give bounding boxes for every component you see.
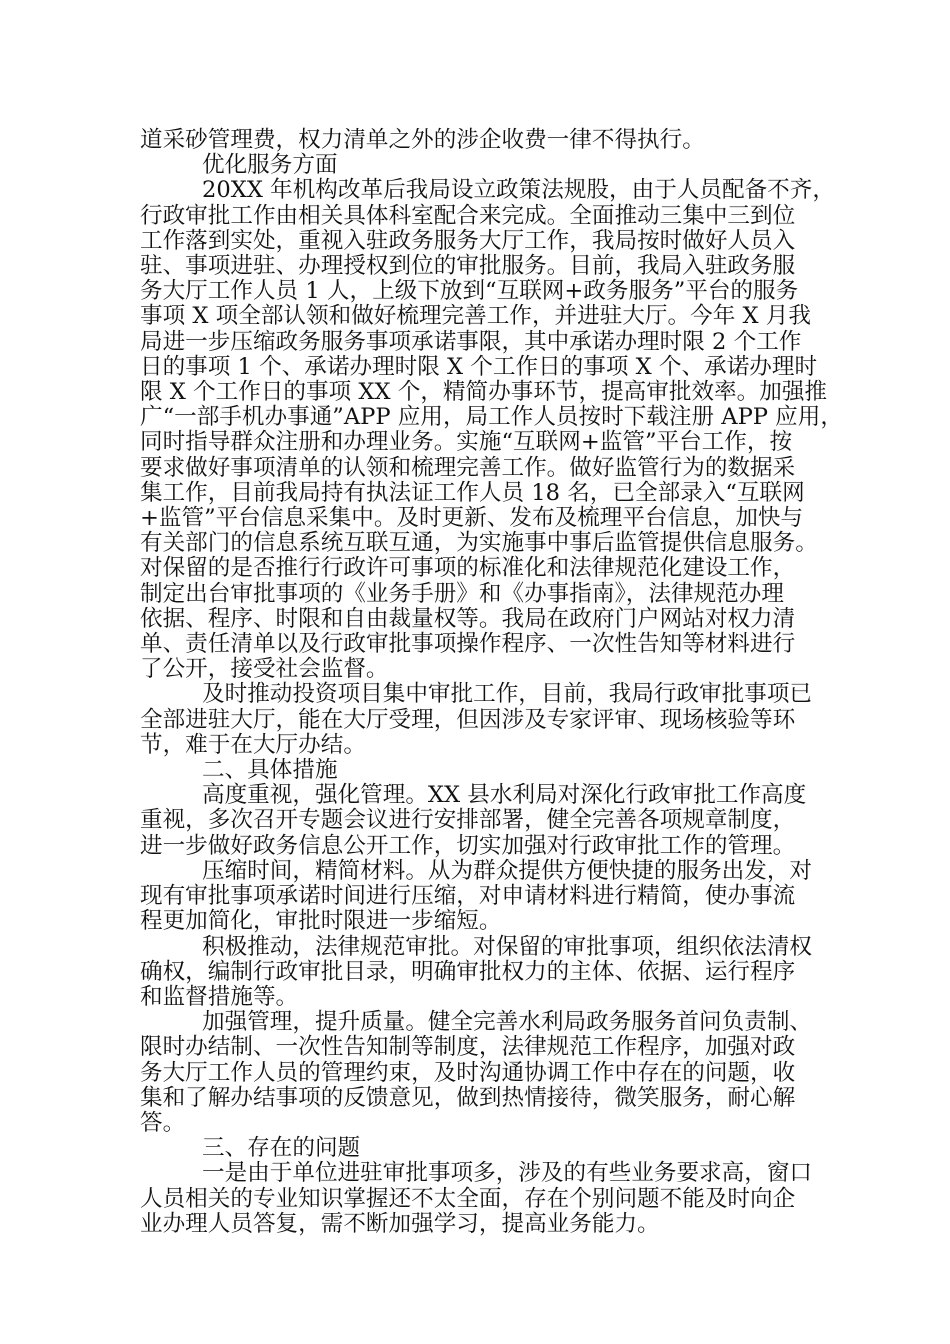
text-line: 高度重视，强化管理。XX 县水利局对深化行政审批工作高度 — [202, 782, 807, 809]
text-line: 工作落到实处，重视入驻政务服务大厅工作，我局按时做好人员入 — [140, 227, 796, 254]
text-line: 20XX 年机构改革后我局设立政策法规股，由于人员配备不齐， — [202, 177, 835, 204]
text-line: 驻、事项进驻、办理授权到位的审批服务。目前，我局入驻政务服 — [140, 253, 796, 280]
text-line: 同时指导群众注册和办理业务。实施“互联网+监管”平台工作，按 — [140, 429, 793, 456]
text-line: 集工作，目前我局持有执法证工作人员 18 名，已全部录入“互联网 — [140, 479, 805, 506]
text-line: 重视，多次召开专题会议进行安排部署，健全完善各项规章制度， — [140, 807, 796, 834]
text-line: 务大厅工作人员 1 人，上级下放到“互联网+政务服务”平台的服务 — [140, 278, 799, 305]
text-line: 务大厅工作人员的管理约束，及时沟通协调工作中存在的问题，收 — [140, 1059, 796, 1086]
text-line: 道采砂管理费，权力清单之外的涉企收费一律不得执行。 — [140, 127, 705, 153]
text-line: 单、责任清单以及行政审批事项操作程序、一次性告知等材料进行 — [140, 631, 796, 658]
text-line: 节，难于在大厅办结。 — [140, 731, 366, 758]
text-line: 三、存在的问题 — [202, 1135, 361, 1162]
document-body — [140, 127, 843, 1237]
text-line: 压缩时间，精简材料。从为群众提供方便快捷的服务出发，对 — [202, 857, 813, 884]
text-line: 限时办结制、一次性告知制等制度，法律规范工作程序，加强对政 — [140, 1034, 796, 1061]
text-line: 广“一部手机办事通”APP 应用，局工作人员按时下载注册 APP 应用， — [140, 404, 843, 431]
text-line: +监管”平台信息采集中。及时更新、发布及梳理平台信息，加快与 — [140, 505, 804, 532]
text-line: 进一步做好政务信息公开工作，切实加强对行政审批工作的管理。 — [140, 832, 796, 859]
text-line: 日的事项 1 个、承诺办理时限 X 个工作日的事项 X 个、承诺办理时 — [140, 353, 818, 380]
text-line: 制定出台审批事项的《业务手册》和《办事指南》，法律规范办理 — [140, 580, 784, 607]
text-line: 行政审批工作由相关具体科室配合来完成。全面推动三集中三到位 — [140, 202, 796, 229]
text-line: 要求做好事项清单的认领和梳理完善工作。做好监管行为的数据采 — [140, 454, 796, 481]
text-line: 全部进驻大厅，能在大厅受理，但因涉及专家评审、现场核验等环 — [140, 706, 796, 733]
text-line: 了公开，接受社会监督。 — [140, 656, 389, 683]
text-line: 有关部门的信息系统互联互通，为实施事中事后监管提供信息服务。 — [140, 530, 818, 557]
text-line: 优化服务方面 — [202, 152, 338, 179]
text-line: 限 X 个工作日的事项 XX 个，精简办事环节，提高审批效率。加强推 — [140, 379, 828, 406]
text-line: 一是由于单位进驻审批事项多，涉及的有些业务要求高，窗口 — [202, 1160, 813, 1187]
text-line: 和监督措施等。 — [140, 983, 299, 1010]
text-line: 及时推动投资项目集中审批工作，目前，我局行政审批事项已 — [202, 681, 813, 708]
text-line: 答。 — [140, 1109, 186, 1136]
text-line: 现有审批事项承诺时间进行压缩，对申请材料进行精简，使办事流 — [140, 883, 796, 910]
text-line: 积极推动，法律规范审批。对保留的审批事项，组织依法清权 — [202, 933, 813, 960]
text-line: 集和了解办结事项的反馈意见，做到热情接待，微笑服务，耐心解 — [140, 1084, 796, 1111]
text-line: 对保留的是否推行行政许可事项的标准化和法律规范化建设工作， — [140, 555, 796, 582]
text-line: 二、具体措施 — [202, 757, 338, 784]
text-line: 程更加简化，审批时限进一步缩短。 — [140, 908, 502, 935]
text-line: 确权，编制行政审批目录，明确审批权力的主体、依据、运行程序 — [140, 958, 796, 985]
text-line: 依据、程序、时限和自由裁量权等。我局在政府门户网站对权力清 — [140, 605, 796, 632]
text-line: 加强管理，提升质量。健全完善水利局政务服务首问负责制、 — [202, 1009, 813, 1036]
text-line: 事项 X 项全部认领和做好梳理完善工作，并进驻大厅。今年 X 月我 — [140, 303, 811, 330]
text-line: 局进一步压缩政务服务事项承诺事限，其中承诺办理时限 2 个工作 — [140, 328, 802, 355]
text-line: 人员相关的专业知识掌握还不太全面，存在个别问题不能及时向企 — [140, 1185, 796, 1212]
text-line: 业办理人员答复，需不断加强学习，提高业务能力。 — [140, 1210, 660, 1237]
